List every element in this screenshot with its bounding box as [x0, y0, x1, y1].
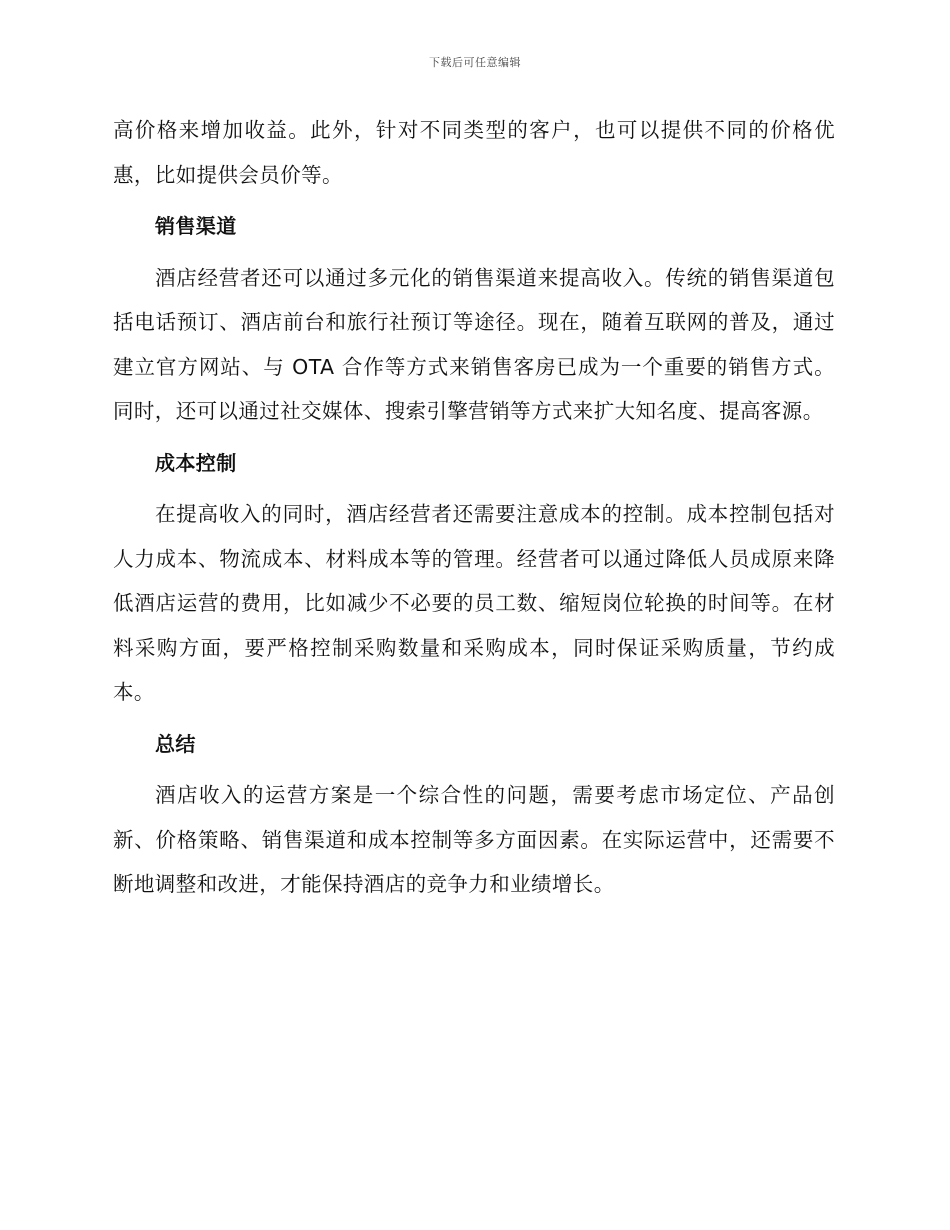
heading-sales-channels: 销售渠道 [155, 214, 237, 238]
paragraph-summary: 酒店收入的运营方案是一个综合性的问题，需要考虑市场定位、产品创新、价格策略、销售渠道和成本控制等多方面因素。在实际运营中，还需要不断地调整和改进，才能保持酒店的竞争力和业绩增长。 [113, 783, 835, 896]
paragraph-cost-control: 在提高收入的同时，酒店经营者还需要注意成本的控制。成本控制包括对人力成本、物流成本、材料成本等的管理。经营者可以通过降低人员成原来降低酒店运营的费用，比如减少不必要的员工数、缩短岗位轮换的时间等。在材料采购方面，要严格控制采购数量和采购成本，同时保证采购质量，节约成本。 [113, 502, 835, 704]
heading-summary: 总结 [155, 731, 196, 756]
paragraph-sales-channels: 酒店经营者还可以通过多元化的销售渠道来提高收入。传统的销售渠道包括电话预订、酒店前台和旅行社预订等途径。现在，随着互联网的普及，通过建立官方网站、与 OTA 合作等方式来销售客房已成为一个重要的销售方式。同时，还可以通过社交媒体、搜索引擎营销等方式来扩大知名度、提高客源。 [113, 265, 835, 423]
paragraph-pricing-continued: 高价格来增加收益。此外，针对不同类型的客户，也可以提供不同的价格优惠，比如提供会员价等。 [113, 118, 835, 187]
heading-cost-control: 成本控制 [155, 450, 237, 475]
page-header: 下载后可任意编辑 [429, 56, 521, 69]
document-body [113, 108, 835, 907]
